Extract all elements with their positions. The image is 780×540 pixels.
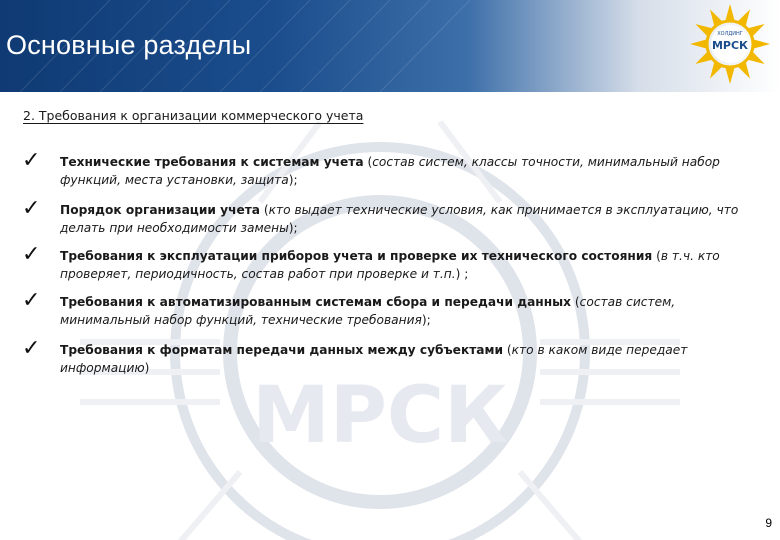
item-italic: в т.ч. кто проверяет, периодичность, состав работ при проверке и т.п. bbox=[60, 249, 720, 281]
logo-text: МРСК bbox=[711, 39, 749, 52]
logo-small-text: ХОЛДИНГ bbox=[717, 31, 743, 37]
mrsk-logo bbox=[688, 2, 772, 86]
item-bold: Порядок организации учета bbox=[60, 203, 261, 217]
page-title: Основные разделы bbox=[6, 30, 252, 60]
item-close: ) bbox=[144, 360, 150, 375]
list-item-text bbox=[60, 202, 742, 237]
checkmark-icon: ✓ bbox=[22, 336, 41, 361]
item-open: ( bbox=[503, 343, 512, 357]
item-italic: состав систем, минимальный набор функций, технические требования bbox=[60, 295, 676, 327]
list-item-text bbox=[60, 342, 742, 377]
watermark-text: МРСК bbox=[252, 371, 508, 461]
list-item-text bbox=[60, 294, 742, 329]
list-item-text bbox=[60, 154, 742, 189]
checkmark-icon: ✓ bbox=[22, 148, 41, 173]
item-italic: состав систем, классы точности, минимальный набор функций, места установки, защита bbox=[60, 155, 720, 187]
item-italic: кто выдает технические условия, как принимается в эксплуатацию, что делать при необходимости замены bbox=[60, 203, 739, 235]
checkmark-icon: ✓ bbox=[22, 288, 41, 313]
item-bold: Технические требования к системам учета bbox=[60, 155, 364, 169]
item-open: ( bbox=[260, 203, 269, 217]
checkmark-icon: ✓ bbox=[22, 196, 41, 221]
item-open: ( bbox=[363, 155, 373, 169]
item-close: ); bbox=[288, 220, 298, 235]
item-bold: Требования к автоматизированным системам сбора и передачи данных bbox=[60, 295, 572, 309]
section-title: 2. Требования к организации коммерческого учета bbox=[23, 108, 364, 123]
item-close: ); bbox=[288, 172, 298, 187]
header-banner bbox=[0, 0, 780, 92]
item-bold: Требования к эксплуатации приборов учета и проверке их технического состояния bbox=[60, 249, 653, 263]
item-close: ); bbox=[421, 312, 431, 327]
item-bold: Требования к форматам передачи данных между субъектами bbox=[60, 343, 504, 357]
item-close: ) ; bbox=[455, 266, 469, 281]
list-item-text bbox=[60, 248, 742, 283]
item-open: ( bbox=[571, 295, 580, 309]
checkmark-icon: ✓ bbox=[22, 242, 41, 267]
item-open: ( bbox=[652, 249, 661, 263]
page-number: 9 bbox=[765, 516, 772, 530]
item-italic: кто в каком виде передает информацию bbox=[60, 343, 688, 375]
